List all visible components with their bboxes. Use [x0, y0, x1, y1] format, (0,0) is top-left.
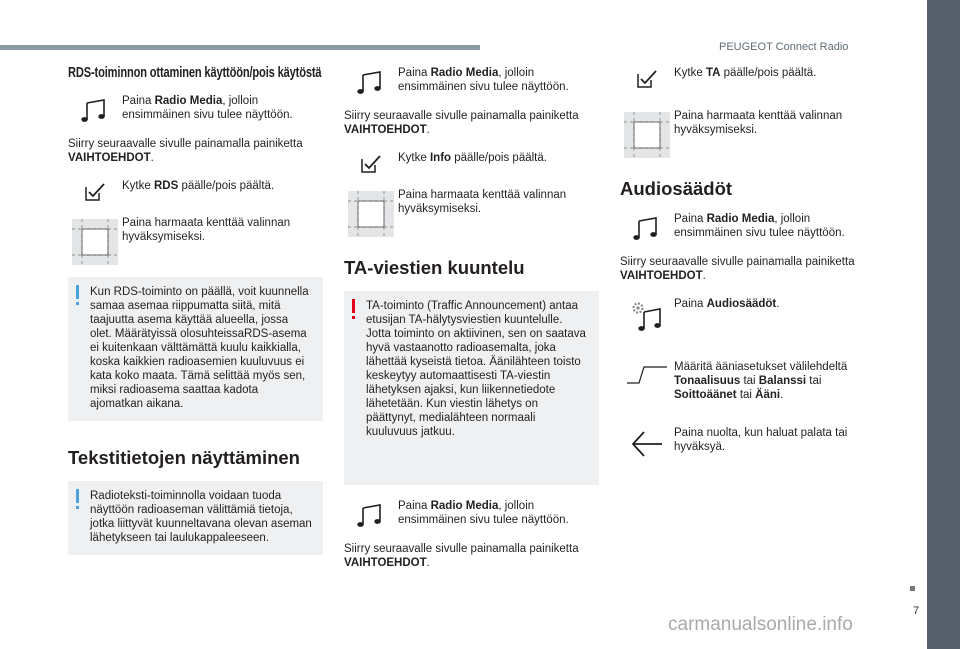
step-audio-settings	[620, 297, 875, 334]
page-edge-tab	[927, 0, 960, 649]
step-text: Paina harmaata kenttää valinnan hyväksymiseksi.	[398, 189, 567, 215]
audio-settings-icon	[630, 300, 664, 334]
step-confirm	[344, 188, 599, 237]
radiotext-info-note: Radioteksti-toiminnolla voidaan tuoda näyttöön radioaseman välittämiä tietoja, jotka liittyvät kuunneltavana olevan aseman lähetykseen tai laulukappaleeseen.	[68, 481, 323, 555]
info-bar-icon	[76, 285, 79, 299]
grey-field-icon	[72, 219, 118, 265]
checkbox-icon	[360, 154, 382, 174]
step-text: Paina harmaata kenttää valinnan hyväksymiseksi.	[122, 217, 291, 243]
step-text: Paina Audiosäädöt.	[674, 298, 780, 310]
step-text: Kytke RDS päälle/pois päältä.	[122, 180, 275, 192]
column-2	[344, 66, 599, 584]
info-bar-icon	[76, 489, 79, 503]
step-text: Kytke TA päälle/pois päältä.	[674, 67, 817, 79]
step-radio-media	[344, 499, 599, 528]
ta-section-title: TA-viestien kuuntelu	[344, 257, 525, 278]
music-note-icon	[356, 502, 386, 528]
warning-bar-icon	[352, 299, 355, 313]
step-text: Paina harmaata kenttää valinnan hyväksymiseksi.	[674, 110, 843, 136]
section-marker	[910, 586, 915, 591]
running-header: PEUGEOT Connect Radio	[719, 41, 849, 53]
step-radio-media	[344, 66, 599, 95]
step-text: Määritä ääniasetukset välilehdeltä Tonaalisuus tai Balanssi tai Soittoäänet tai Ääni.	[674, 361, 848, 401]
grey-field-icon	[624, 112, 670, 158]
step-info-toggle	[344, 151, 599, 174]
step-text: Kytke Info päälle/pois päältä.	[398, 152, 547, 164]
page-number: 7	[913, 605, 920, 617]
step-text: Paina Radio Media, jolloin ensimmäinen sivu tulee näyttöön.	[674, 213, 845, 239]
ta-warning-note: TA-toiminto (Traffic Announcement) antaa etusijan TA-hälytysviestien kuuntelulle. Jotta toiminto on aktiivinen, sen on saatava hyvä vastaanotto radioasemalta, joka lähettää kyseistä tietoa. Äänilähteen toisto keskeytyy automaattisesti TA-viestin lähetyksen ajaksi, kun liikennetiedote lähetetään. Kun viestin lähetys on päättynyt, medialähteen normaali kuuluvuus jatkuu.	[344, 291, 599, 485]
step-radio-media	[68, 94, 323, 123]
audio-section-title: Audiosäädöt	[620, 178, 733, 199]
grey-field-icon	[348, 191, 394, 237]
paragraph: Siirry seuraavalle sivulle painamalla painiketta VAIHTOEHDOT.	[620, 256, 855, 282]
tab-icon	[626, 363, 668, 385]
step-text: Paina Radio Media, jolloin ensimmäinen sivu tulee näyttöön.	[398, 67, 569, 93]
step-text: Paina nuolta, kun haluat palata tai hyväksyä.	[674, 427, 848, 453]
step-tabs	[620, 360, 875, 402]
watermark: carmanualsonline.info	[668, 614, 853, 635]
music-note-icon	[632, 215, 662, 241]
step-radio-media	[620, 212, 875, 241]
back-arrow-icon	[631, 429, 663, 459]
step-ta-toggle	[620, 66, 875, 89]
step-back	[620, 426, 875, 459]
top-rule	[0, 45, 480, 50]
step-text: Paina Radio Media, jolloin ensimmäinen sivu tulee näyttöön.	[398, 500, 569, 526]
rds-info-note: Kun RDS-toiminto on päällä, voit kuunnella samaa asemaa riippumatta siitä, mitä taajuutta asema käyttää alueella, jossa olet. Määrätyissä olosuhteissaRDS-asema ei kuitenkaan välttämättä kuulu kaikkialla, koska kaikkien radioasemien kuuluvuus ei kata koko maata. Tämä selittää myös sen, miksi radioasema saattaa kadota ajomatkan aikana.	[68, 277, 323, 421]
paragraph: Siirry seuraavalle sivulle painamalla painiketta VAIHTOEHDOT.	[344, 543, 579, 569]
step-text: Paina Radio Media, jolloin ensimmäinen sivu tulee näyttöön.	[122, 95, 293, 121]
music-note-icon	[80, 97, 110, 123]
step-confirm	[620, 109, 875, 158]
checkbox-icon	[84, 182, 106, 202]
step-rds-toggle	[68, 179, 323, 202]
checkbox-icon	[636, 69, 658, 89]
column-1	[68, 66, 323, 555]
text-info-section-title: Tekstitietojen näyttäminen	[68, 447, 300, 468]
step-confirm	[68, 216, 323, 265]
column-3	[620, 66, 875, 459]
paragraph: Siirry seuraavalle sivulle painamalla painiketta VAIHTOEHDOT.	[344, 110, 579, 136]
music-note-icon	[356, 69, 386, 95]
paragraph: Siirry seuraavalle sivulle painamalla painiketta VAIHTOEHDOT.	[68, 138, 303, 164]
rds-section-title: RDS-toiminnon ottaminen käyttöön/pois käytöstä	[68, 64, 322, 81]
